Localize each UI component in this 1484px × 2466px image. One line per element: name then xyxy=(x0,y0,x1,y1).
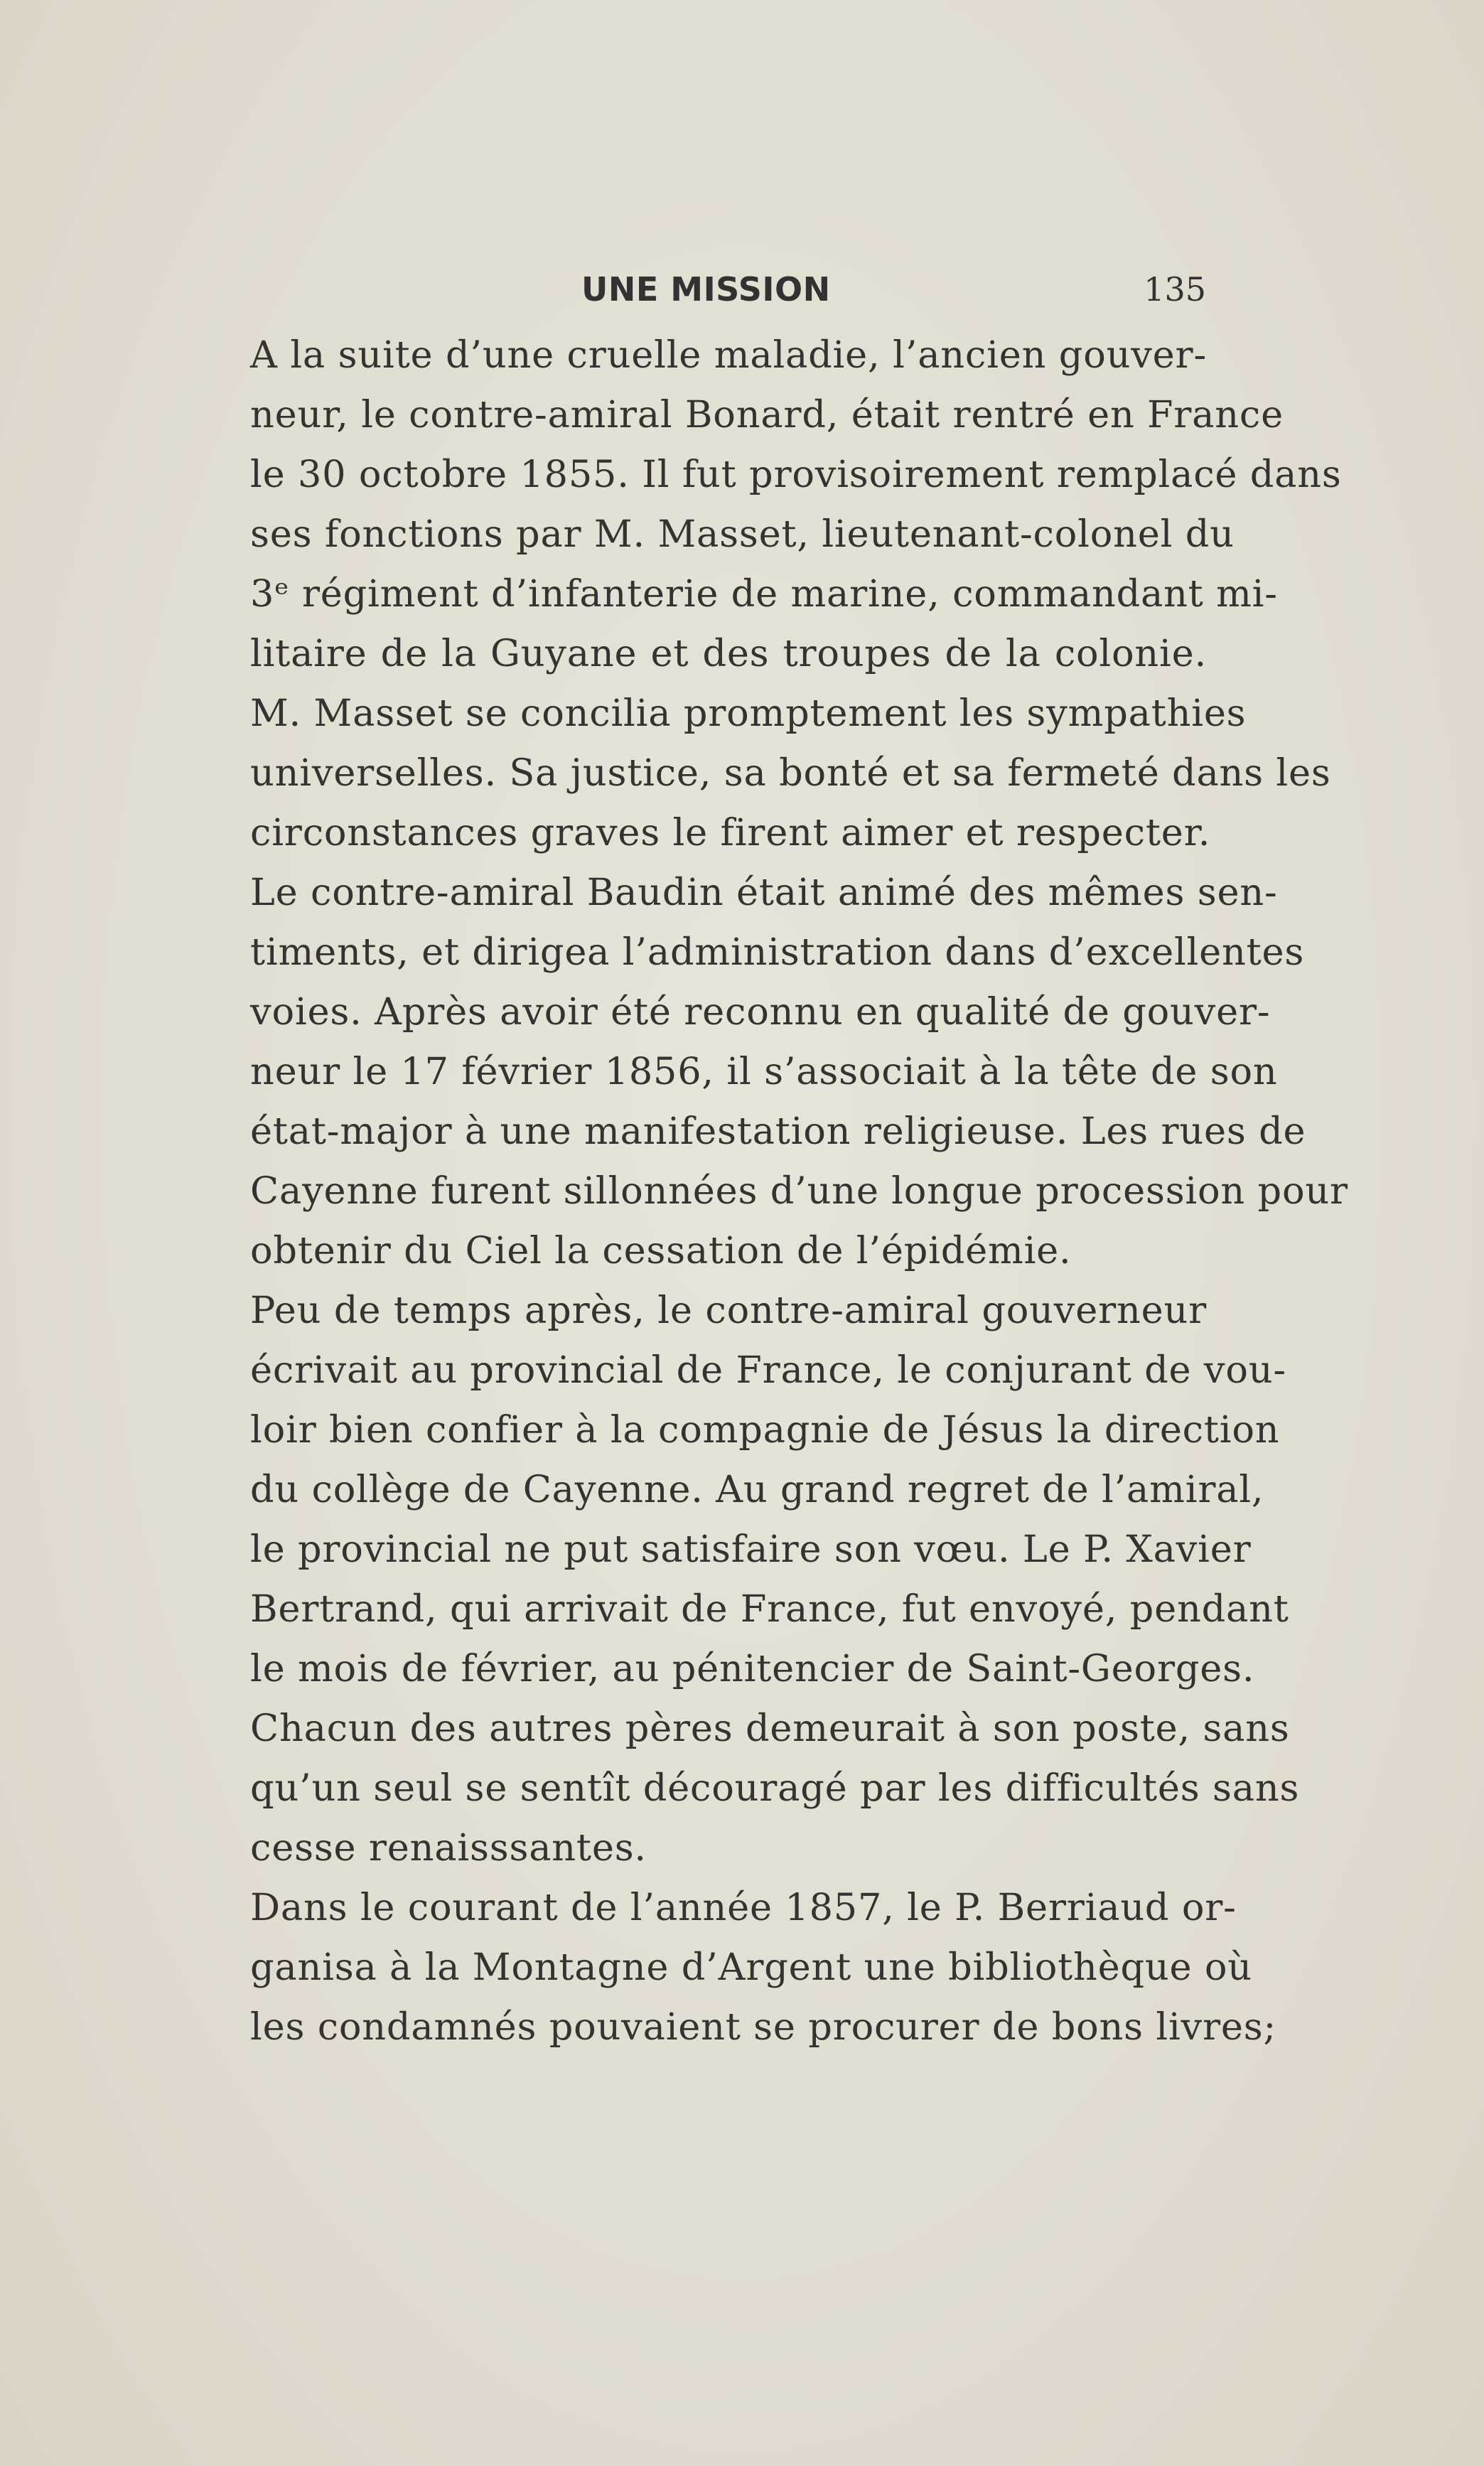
paragraph xyxy=(205,1281,1300,1878)
paragraph xyxy=(205,863,1348,1281)
text-line: du collège de Cayenne. Au grand regret de l’amiral, xyxy=(250,1468,1264,1511)
text-line: Chacun des autres pères demeurait à son poste, sans xyxy=(250,1707,1290,1750)
text-line: M. Masset se concilia promptement les sympathies xyxy=(250,692,1247,735)
text-line: 3ᵉ régiment d’infanterie de marine, commandant mi- xyxy=(250,572,1278,616)
text-line: litaire de la Guyane et des troupes de la colonie. xyxy=(250,632,1207,675)
text-line: écrivait au provincial de France, le conjurant de vou- xyxy=(250,1349,1286,1392)
paragraph xyxy=(205,326,1342,863)
page-number: 135 xyxy=(1144,270,1206,309)
text-line: Le contre-amiral Baudin était animé des mêmes sen- xyxy=(250,871,1278,914)
text-line: Bertrand, qui arrivait de France, fut envoyé, pendant xyxy=(250,1587,1289,1631)
text-line: les condamnés pouvaient se procurer de bons livres; xyxy=(250,2005,1276,2049)
text-line: le mois de février, au pénitencier de Saint-Georges. xyxy=(250,1647,1255,1690)
running-title: UNE MISSION xyxy=(581,270,831,309)
text-line: le provincial ne put satisfaire son vœu. Le P. Xavier xyxy=(250,1528,1252,1571)
text-line: Peu de temps après, le contre-amiral gouverneur xyxy=(250,1289,1207,1332)
text-line: état-major à une manifestation religieuse. Les rues de xyxy=(250,1110,1306,1153)
page-header xyxy=(206,264,1206,314)
paragraph xyxy=(205,1878,1276,2057)
text-line: ganisa à la Montagne d’Argent une bibliothèque où xyxy=(250,1946,1252,1989)
text-line: neur, le contre-amiral Bonard, était rentré en France xyxy=(250,393,1284,436)
text-line: A la suite d’une cruelle maladie, l’ancien gouver- xyxy=(250,333,1207,377)
text-line: Cayenne furent sillonnées d’une longue procession pour xyxy=(250,1169,1348,1213)
text-line: cesse renaisssantes. xyxy=(250,1826,647,1870)
text-line: neur le 17 février 1856, il s’associait à la tête de son xyxy=(250,1050,1278,1093)
body-text xyxy=(205,326,1348,2057)
text-line: universelles. Sa justice, sa bonté et sa fermeté dans les xyxy=(250,751,1331,795)
text-line: Dans le courant de l’année 1857, le P. Berriaud or- xyxy=(250,1886,1237,1929)
text-line: loir bien confier à la compagnie de Jésus la direction xyxy=(250,1408,1280,1452)
text-line: circonstances graves le firent aimer et respecter. xyxy=(250,811,1211,854)
text-line: ses fonctions par M. Masset, lieutenant-colonel du xyxy=(250,513,1235,556)
text-line: le 30 octobre 1855. Il fut provisoirement remplacé dans xyxy=(250,453,1342,496)
text-line: obtenir du Ciel la cessation de l’épidémie. xyxy=(250,1229,1072,1272)
text-line: voies. Après avoir été reconnu en qualité de gouver- xyxy=(250,990,1271,1034)
text-line: timents, et dirigea l’administration dans d’excellentes xyxy=(250,931,1305,974)
text-line: qu’un seul se sentît découragé par les difficultés sans xyxy=(250,1767,1300,1810)
